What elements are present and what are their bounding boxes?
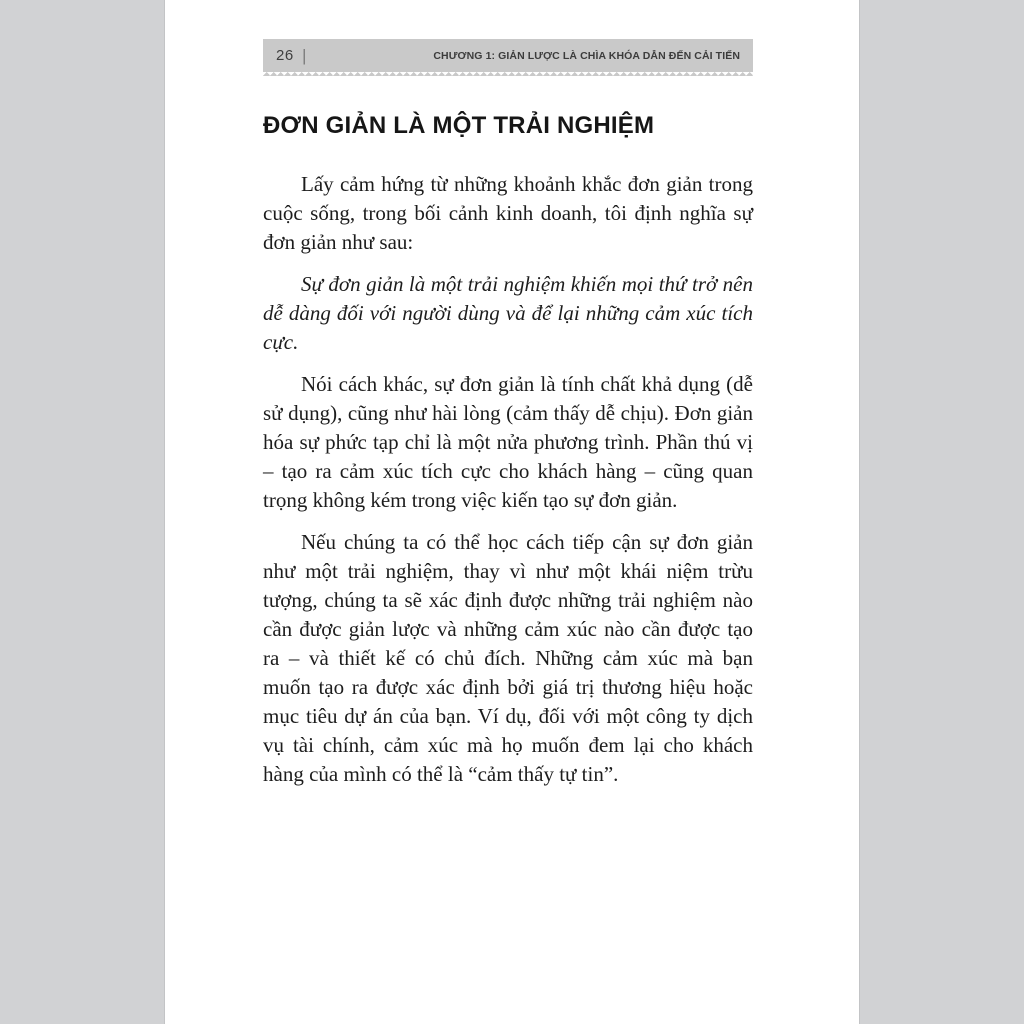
chapter-title: CHƯƠNG 1: GIẢN LƯỢC LÀ CHÌA KHÓA DẪN ĐẾN CẢI TIẾN (433, 49, 740, 62)
page-number-separator: | (302, 45, 306, 65)
paragraph-definition-quote: Sự đơn giản là một trải nghiệm khiến mọi thứ trở nên dễ dàng đối với người dùng và để lại những cảm xúc tích cực. (263, 272, 753, 354)
page-number: 26 (276, 47, 294, 64)
right-gutter (859, 0, 1024, 1024)
book-page (165, 0, 859, 1024)
left-gutter (0, 0, 165, 1024)
header-sawtooth-edge (263, 72, 753, 76)
paragraph-experience: Nếu chúng ta có thể học cách tiếp cận sự đơn giản như một trải nghiệm, thay vì như một khái niệm trừu tượng, chúng ta sẽ xác định được những trải nghiệm nào cần được giản lược và những cảm xúc nào cần được tạo ra – và thiết kế có chủ đích. Những cảm xúc mà bạn muốn tạo ra được xác định bởi giá trị thương hiệu hoặc mục tiêu dự án của bạn. Ví dụ, đối với một công ty dịch vụ tài chính, cảm xúc mà họ muốn đem lại cho khách hàng của mình có thể là “cảm thấy tự tin”. (263, 530, 753, 786)
paragraph-explanation: Nói cách khác, sự đơn giản là tính chất khả dụng (dễ sử dụng), cũng như hài lòng (cảm thấy dễ chịu). Đơn giản hóa sự phức tạp chỉ là một nửa phương trình. Phần thú vị – tạo ra cảm xúc tích cực cho khách hàng – cũng quan trọng không kém trong việc kiến tạo sự đơn giản. (263, 372, 753, 512)
running-header (263, 39, 753, 72)
section-heading: ĐƠN GIẢN LÀ MỘT TRẢI NGHIỆM (263, 112, 655, 139)
paragraph-intro: Lấy cảm hứng từ những khoảnh khắc đơn giản trong cuộc sống, trong bối cảnh kinh doanh, tôi định nghĩa sự đơn giản như sau: (263, 172, 753, 254)
